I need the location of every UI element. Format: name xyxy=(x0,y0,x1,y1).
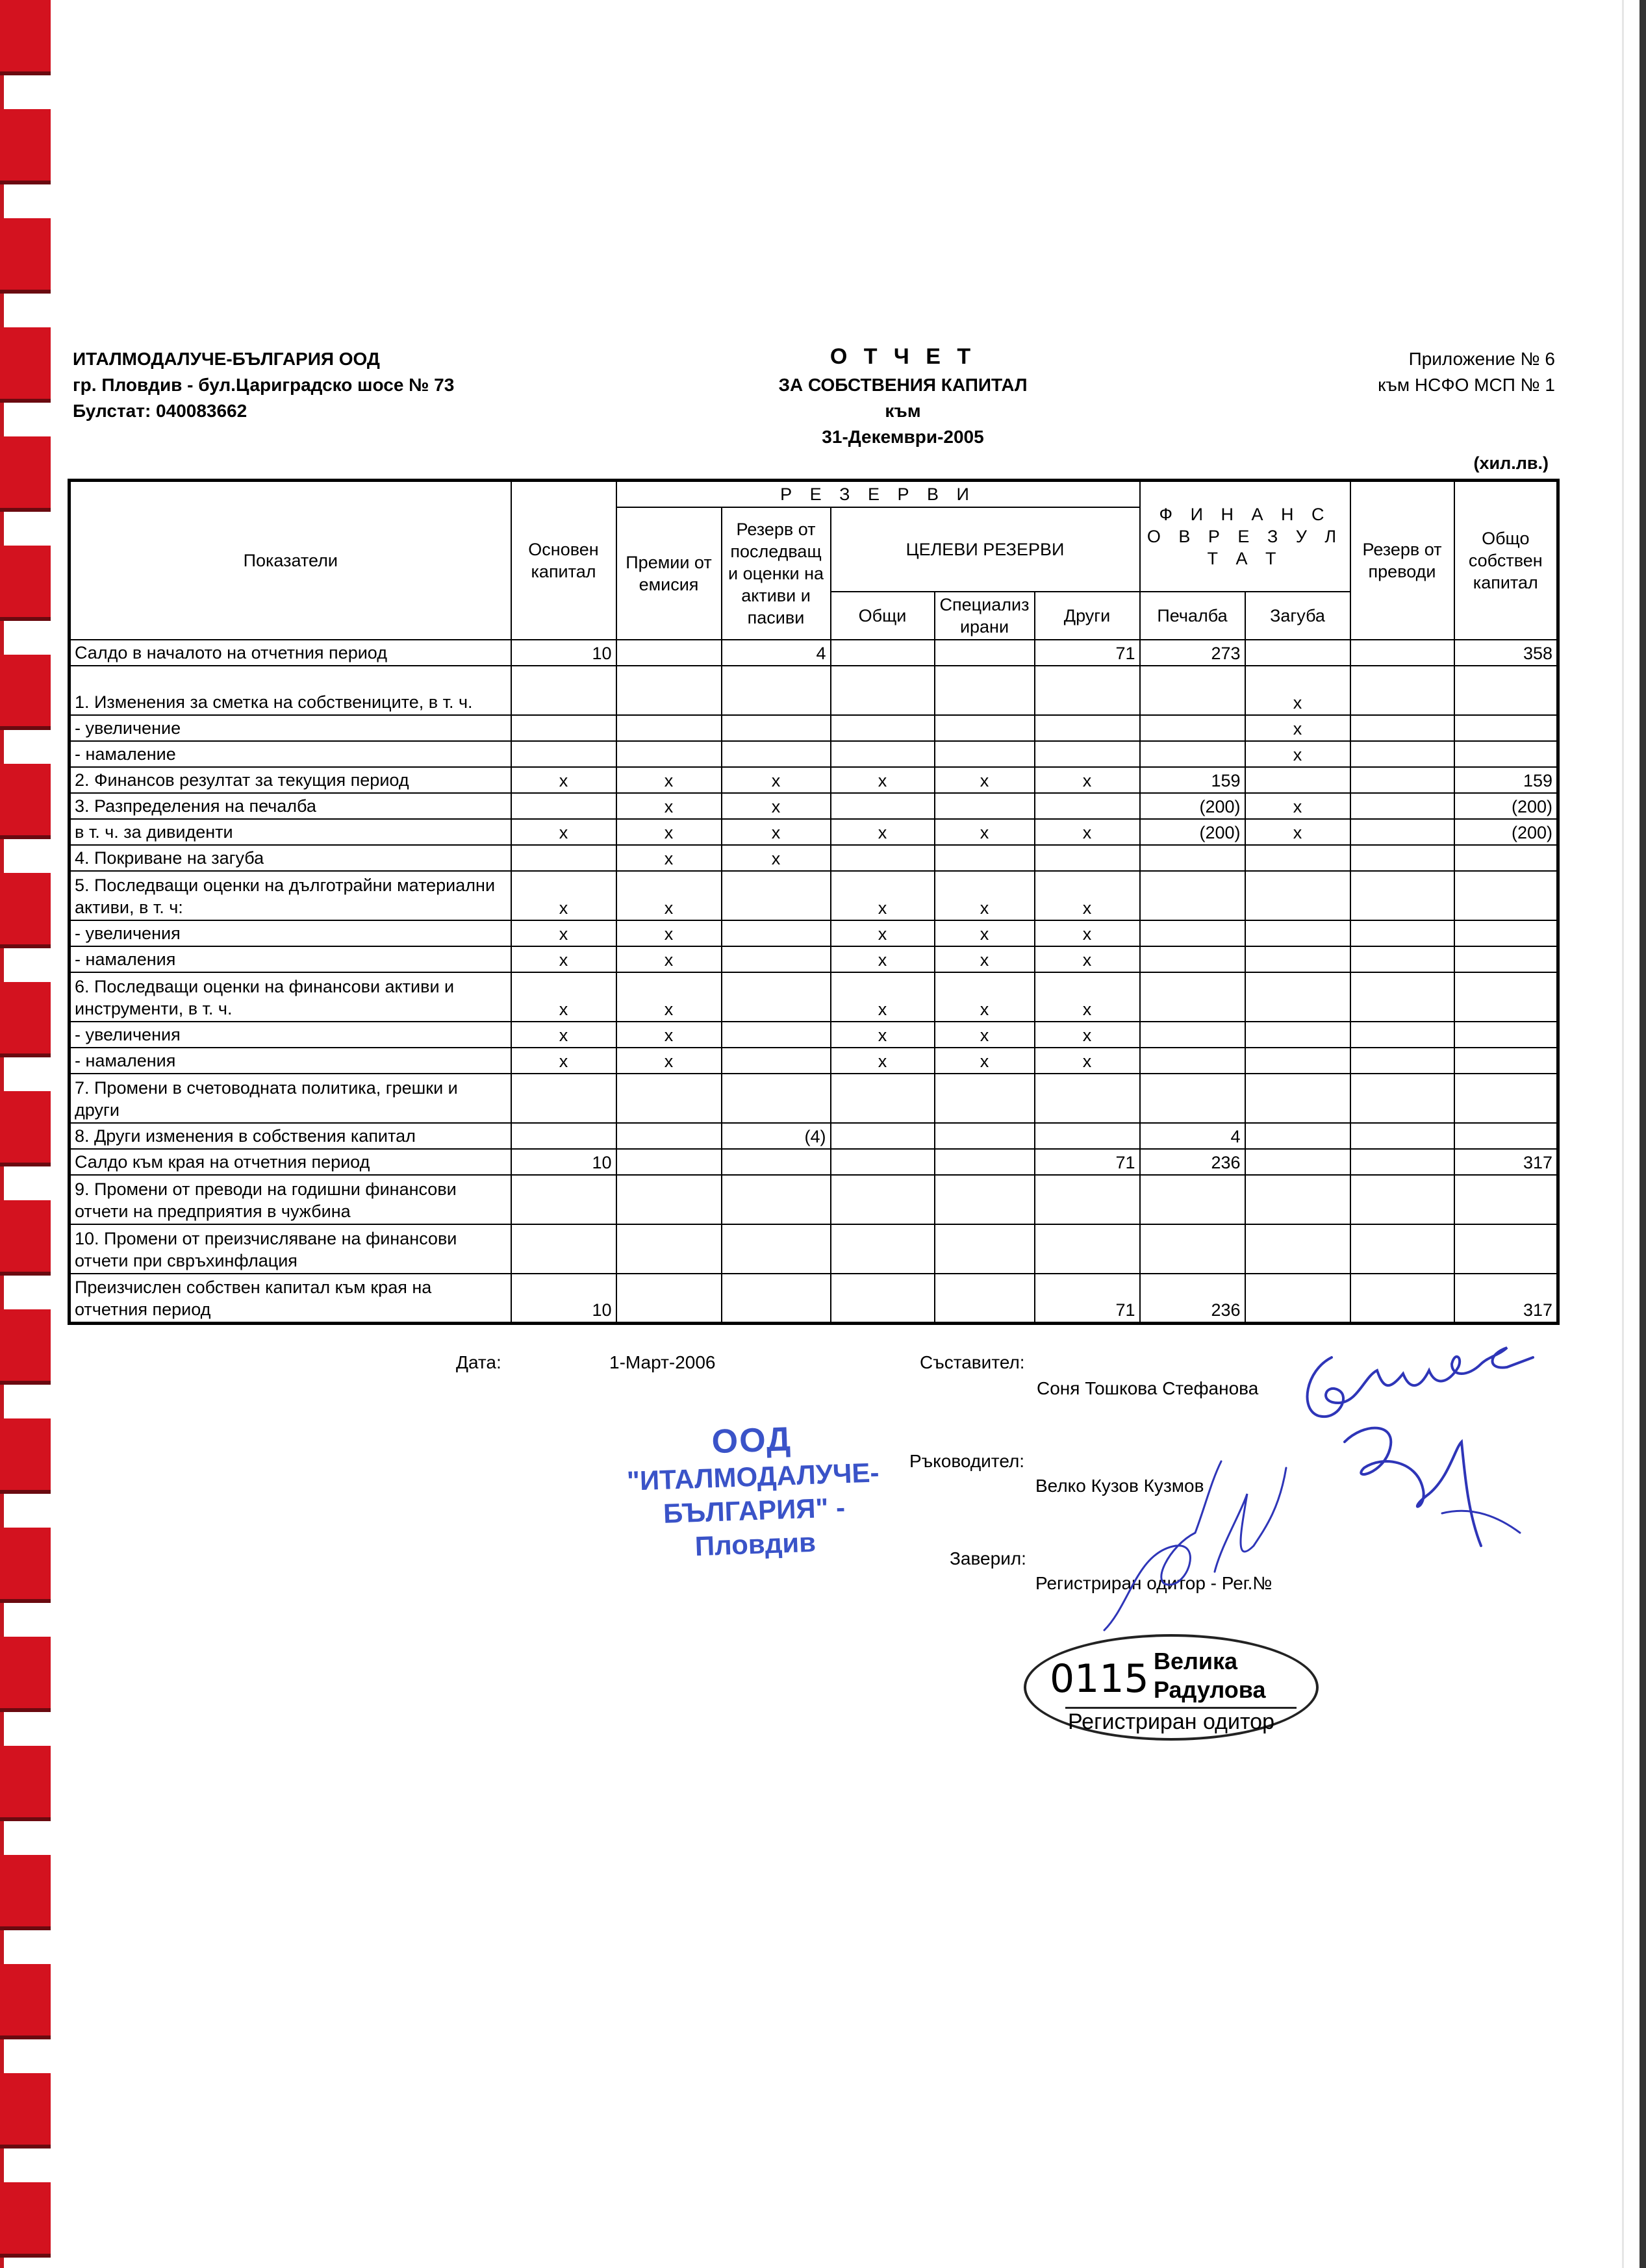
compiler-name: Соня Тошкова Стефанова xyxy=(1037,1378,1259,1398)
cell-c2 xyxy=(616,1149,722,1175)
table-row xyxy=(70,1048,1558,1074)
group-header-target-reserves: ЦЕЛЕВИ РЕЗЕРВИ xyxy=(831,507,1140,592)
cell-c1: x xyxy=(511,1022,616,1048)
cell-c9 xyxy=(1350,715,1454,741)
cell-c7: 236 xyxy=(1140,1149,1245,1175)
cell-c6: x xyxy=(1035,1022,1140,1048)
cell-c7 xyxy=(1140,1224,1245,1274)
auditor-stamp-name1: Велика xyxy=(1154,1648,1238,1674)
cell-c6: 71 xyxy=(1035,1149,1140,1175)
cell-c5 xyxy=(935,1074,1035,1123)
cell-c5: x xyxy=(935,1048,1035,1074)
cell-c6: x xyxy=(1035,920,1140,946)
cell-c10 xyxy=(1454,972,1558,1022)
unit-label: (хил.лв.) xyxy=(1473,453,1549,473)
cell-c5 xyxy=(935,1274,1035,1323)
cell-c8 xyxy=(1245,1149,1350,1175)
cell-c9 xyxy=(1350,767,1454,793)
cell-c10: 358 xyxy=(1454,640,1558,666)
row-label: 9. Промени от преводи на годишни финансови отчети на предприятия в чужбина xyxy=(70,1175,511,1224)
cell-c9 xyxy=(1350,871,1454,920)
manager-label: Ръководител: xyxy=(909,1451,1025,1471)
cell-c1: x xyxy=(511,1048,616,1074)
cell-c10: 159 xyxy=(1454,767,1558,793)
cell-c3: x xyxy=(722,845,831,871)
cell-c10: (200) xyxy=(1454,793,1558,819)
cell-c2: x xyxy=(616,1048,722,1074)
table-row xyxy=(70,920,1558,946)
cell-c9 xyxy=(1350,972,1454,1022)
cell-c6: x xyxy=(1035,871,1140,920)
cell-c7 xyxy=(1140,920,1245,946)
cell-c2: x xyxy=(616,920,722,946)
company-header xyxy=(73,346,454,424)
table-row xyxy=(70,946,1558,972)
cell-c5: x xyxy=(935,819,1035,845)
cell-c4 xyxy=(831,1274,935,1323)
cell-c1: x xyxy=(511,871,616,920)
row-label: - намаление xyxy=(70,741,511,767)
cell-c3 xyxy=(722,1149,831,1175)
company-stamp xyxy=(601,1416,905,1567)
cell-c6 xyxy=(1035,845,1140,871)
manager-signature xyxy=(1325,1396,1533,1565)
cell-c7 xyxy=(1140,666,1245,715)
table-row xyxy=(70,1074,1558,1123)
cell-c2 xyxy=(616,1074,722,1123)
cell-c7 xyxy=(1140,1175,1245,1224)
cell-c6 xyxy=(1035,666,1140,715)
cell-c10 xyxy=(1454,741,1558,767)
col-header-revaluation: Резерв от последващ и оценки на активи и пасиви xyxy=(722,507,831,640)
cell-c6 xyxy=(1035,741,1140,767)
cell-c5: x xyxy=(935,920,1035,946)
cell-c8 xyxy=(1245,1224,1350,1274)
cell-c2: x xyxy=(616,767,722,793)
cell-c5: x xyxy=(935,767,1035,793)
equity-table xyxy=(68,479,1560,1325)
cell-c8 xyxy=(1245,845,1350,871)
appendix-number: Приложение № 6 xyxy=(1408,349,1555,369)
cell-c1: 10 xyxy=(511,640,616,666)
cell-c5 xyxy=(935,793,1035,819)
cell-c2: x xyxy=(616,946,722,972)
cell-c7 xyxy=(1140,1074,1245,1123)
row-label: - намаления xyxy=(70,946,511,972)
cell-c1 xyxy=(511,793,616,819)
cell-c2 xyxy=(616,1224,722,1274)
cell-c8 xyxy=(1245,640,1350,666)
cell-c4: x xyxy=(831,819,935,845)
table-row xyxy=(70,1123,1558,1149)
cell-c4 xyxy=(831,793,935,819)
cell-c5 xyxy=(935,666,1035,715)
row-label: 3. Разпределения на печалба xyxy=(70,793,511,819)
cell-c4: x xyxy=(831,871,935,920)
table-row xyxy=(70,640,1558,666)
cell-c9 xyxy=(1350,946,1454,972)
cell-c7 xyxy=(1140,741,1245,767)
col-header-total-equity: Общо собствен капитал xyxy=(1454,481,1558,640)
col-header-loss: Загуба xyxy=(1245,592,1350,640)
cell-c6: x xyxy=(1035,1048,1140,1074)
cell-c9 xyxy=(1350,793,1454,819)
cell-c7 xyxy=(1140,1022,1245,1048)
cell-c2 xyxy=(616,640,722,666)
cell-c10 xyxy=(1454,946,1558,972)
cell-c6 xyxy=(1035,793,1140,819)
row-label: Преизчислен собствен капитал към края на отчетния период xyxy=(70,1274,511,1323)
row-label: - увеличения xyxy=(70,920,511,946)
cell-c10 xyxy=(1454,1123,1558,1149)
company-stamp-line2: "ИТАЛМОДАЛУЧЕ- xyxy=(626,1457,880,1496)
cell-c5 xyxy=(935,741,1035,767)
cell-c6 xyxy=(1035,1074,1140,1123)
cell-c9 xyxy=(1350,845,1454,871)
cell-c8 xyxy=(1245,871,1350,920)
table-row xyxy=(70,819,1558,845)
cell-c6: x xyxy=(1035,972,1140,1022)
cell-c4 xyxy=(831,845,935,871)
cell-c7: (200) xyxy=(1140,819,1245,845)
cell-c1: x xyxy=(511,819,616,845)
cell-c2 xyxy=(616,666,722,715)
cell-c7 xyxy=(1140,871,1245,920)
row-label: 4. Покриване на загуба xyxy=(70,845,511,871)
table-row xyxy=(70,1149,1558,1175)
col-header-profit: Печалба xyxy=(1140,592,1245,640)
cell-c5: x xyxy=(935,972,1035,1022)
cell-c1 xyxy=(511,845,616,871)
report-to: към xyxy=(885,401,921,421)
col-header-special: Специализ ирани xyxy=(935,592,1035,640)
table-row xyxy=(70,845,1558,871)
cell-c4 xyxy=(831,1175,935,1224)
row-label: 10. Промени от преизчисляване на финансови отчети при свръхинфлация xyxy=(70,1224,511,1274)
cell-c1: 10 xyxy=(511,1274,616,1323)
cell-c3 xyxy=(722,1274,831,1323)
report-subtitle: ЗА СОБСТВЕНИЯ КАПИТАЛ xyxy=(778,375,1028,395)
cell-c5 xyxy=(935,1175,1035,1224)
report-title: О Т Ч Е Т xyxy=(829,344,976,369)
cell-c5 xyxy=(935,715,1035,741)
row-label: 5. Последващи оценки на дълготрайни материални активи, в т. ч: xyxy=(70,871,511,920)
table-row xyxy=(70,767,1558,793)
cell-c4 xyxy=(831,741,935,767)
cell-c1: x xyxy=(511,767,616,793)
row-label: - намаления xyxy=(70,1048,511,1074)
cell-c7 xyxy=(1140,972,1245,1022)
cell-c5 xyxy=(935,640,1035,666)
table-row xyxy=(70,666,1558,715)
company-stamp-line3: БЪЛГАРИЯ" - Пловдив xyxy=(663,1492,846,1562)
cell-c2 xyxy=(616,715,722,741)
cell-c1 xyxy=(511,666,616,715)
table-row xyxy=(70,741,1558,767)
cell-c2: x xyxy=(616,972,722,1022)
col-header-other: Други xyxy=(1035,592,1140,640)
cell-c2 xyxy=(616,1175,722,1224)
cell-c2 xyxy=(616,1274,722,1323)
cell-c4 xyxy=(831,1074,935,1123)
cell-c8 xyxy=(1245,1022,1350,1048)
cell-c5: x xyxy=(935,946,1035,972)
table-row xyxy=(70,1175,1558,1224)
cell-c10 xyxy=(1454,715,1558,741)
col-header-basic-capital: Основен капитал xyxy=(511,481,616,640)
cell-c9 xyxy=(1350,819,1454,845)
table-row xyxy=(70,715,1558,741)
cell-c4 xyxy=(831,715,935,741)
company-name: ИТАЛМОДАЛУЧЕ-БЪЛГАРИЯ ООД xyxy=(73,349,380,369)
cell-c3 xyxy=(722,1022,831,1048)
cell-c10 xyxy=(1454,666,1558,715)
cell-c9 xyxy=(1350,1175,1454,1224)
cell-c10 xyxy=(1454,1175,1558,1224)
cell-c6 xyxy=(1035,1224,1140,1274)
row-label: - увеличение xyxy=(70,715,511,741)
cell-c7: 4 xyxy=(1140,1123,1245,1149)
cell-c1: 10 xyxy=(511,1149,616,1175)
cell-c3 xyxy=(722,871,831,920)
cell-c5 xyxy=(935,1123,1035,1149)
cell-c9 xyxy=(1350,1123,1454,1149)
table-row xyxy=(70,1224,1558,1274)
cell-c8: x xyxy=(1245,715,1350,741)
cell-c3 xyxy=(722,920,831,946)
row-label: в т. ч. за дивиденти xyxy=(70,819,511,845)
cell-c7 xyxy=(1140,845,1245,871)
cell-c3 xyxy=(722,715,831,741)
cell-c8 xyxy=(1245,920,1350,946)
cell-c6: x xyxy=(1035,946,1140,972)
cell-c10 xyxy=(1454,1074,1558,1123)
cell-c3 xyxy=(722,972,831,1022)
cell-c3 xyxy=(722,1175,831,1224)
page-edge xyxy=(1640,0,1646,2268)
row-label: 6. Последващи оценки на финансови активи и инструменти, в т. ч. xyxy=(70,972,511,1022)
cell-c2 xyxy=(616,741,722,767)
cell-c3: 4 xyxy=(722,640,831,666)
cell-c7 xyxy=(1140,946,1245,972)
cell-c2: x xyxy=(616,871,722,920)
company-stamp-line1: ООД xyxy=(711,1420,792,1461)
cell-c4 xyxy=(831,1123,935,1149)
date-value: 1-Март-2006 xyxy=(609,1352,716,1372)
cell-c8: x xyxy=(1245,793,1350,819)
cell-c4: x xyxy=(831,767,935,793)
row-label: - увеличения xyxy=(70,1022,511,1048)
table-row xyxy=(70,972,1558,1022)
row-label: 2. Финансов резултат за текущия период xyxy=(70,767,511,793)
cell-c3: x xyxy=(722,819,831,845)
auditor-stamp xyxy=(1024,1634,1319,1741)
auditor-stamp-divider xyxy=(1065,1707,1297,1709)
cell-c10 xyxy=(1454,1048,1558,1074)
page-edge-line xyxy=(1622,0,1624,2268)
cell-c2: x xyxy=(616,1022,722,1048)
company-address: гр. Пловдив - бул.Цариградско шосе № 73 xyxy=(73,375,455,395)
cell-c7: 159 xyxy=(1140,767,1245,793)
cell-c1 xyxy=(511,1074,616,1123)
cell-c8: x xyxy=(1245,741,1350,767)
cell-c3 xyxy=(722,1048,831,1074)
cell-c8 xyxy=(1245,1123,1350,1149)
cell-c1: x xyxy=(511,972,616,1022)
cell-c4: x xyxy=(831,920,935,946)
cell-c9 xyxy=(1350,640,1454,666)
cell-c10: (200) xyxy=(1454,819,1558,845)
cell-c8 xyxy=(1245,1048,1350,1074)
row-label: 8. Други изменения в собствения капитал xyxy=(70,1123,511,1149)
auditor-stamp-caption: Регистриран одитор xyxy=(1067,1709,1274,1734)
cell-c4 xyxy=(831,1149,935,1175)
auditor-signature xyxy=(1091,1455,1312,1650)
cell-c3 xyxy=(722,1074,831,1123)
group-header-financial-result: Ф И Н А Н С О В Р Е З У Л Т А Т xyxy=(1140,481,1350,592)
cell-c6: 71 xyxy=(1035,640,1140,666)
cell-c4: x xyxy=(831,946,935,972)
table-row xyxy=(70,1274,1558,1323)
cell-c2: x xyxy=(616,819,722,845)
cell-c1 xyxy=(511,1175,616,1224)
cell-c4: x xyxy=(831,972,935,1022)
cell-c10 xyxy=(1454,845,1558,871)
cell-c5 xyxy=(935,1149,1035,1175)
cell-c8 xyxy=(1245,1175,1350,1224)
cell-c8 xyxy=(1245,767,1350,793)
cell-c3 xyxy=(722,741,831,767)
cell-c7: 273 xyxy=(1140,640,1245,666)
certified-label: Заверил: xyxy=(950,1548,1026,1569)
cell-c7 xyxy=(1140,715,1245,741)
cell-c10 xyxy=(1454,1022,1558,1048)
table-row xyxy=(70,871,1558,920)
cell-c8: x xyxy=(1245,666,1350,715)
auditor-stamp-name xyxy=(1154,1647,1265,1704)
auditor-stamp-number: 0115 xyxy=(1050,1656,1149,1702)
cell-c4 xyxy=(831,640,935,666)
appendix-block xyxy=(1378,346,1555,398)
cell-c5: x xyxy=(935,1022,1035,1048)
certified-value: Регистриран одитор - Рег.№ xyxy=(1035,1573,1272,1593)
cell-c3: (4) xyxy=(722,1123,831,1149)
cell-c4: x xyxy=(831,1048,935,1074)
col-header-premiums: Премии от емисия xyxy=(616,507,722,640)
cell-c4 xyxy=(831,666,935,715)
cell-c4: x xyxy=(831,1022,935,1048)
table-row xyxy=(70,1022,1558,1048)
spiral-binding xyxy=(0,0,52,2268)
cell-c7: (200) xyxy=(1140,793,1245,819)
row-label: 7. Промени в счетоводната политика, грешки и други xyxy=(70,1074,511,1123)
date-label: Дата: xyxy=(456,1352,501,1372)
cell-c3 xyxy=(722,666,831,715)
auditor-stamp-name2: Радулова xyxy=(1154,1676,1266,1703)
cell-c3 xyxy=(722,946,831,972)
report-date: 31-Декември-2005 xyxy=(822,427,984,447)
cell-c10: 317 xyxy=(1454,1274,1558,1323)
cell-c1: x xyxy=(511,946,616,972)
cell-c10 xyxy=(1454,1224,1558,1274)
report-title-block xyxy=(682,341,1124,450)
col-header-indicators: Показатели xyxy=(70,481,511,640)
cell-c1 xyxy=(511,715,616,741)
company-bulstat: Булстат: 040083662 xyxy=(73,401,247,421)
appendix-standard: към НСФО МСП № 1 xyxy=(1378,375,1555,395)
row-label: 1. Изменения за сметка на собствениците, в т. ч. xyxy=(70,666,511,715)
cell-c8 xyxy=(1245,972,1350,1022)
cell-c7 xyxy=(1140,1048,1245,1074)
cell-c8 xyxy=(1245,946,1350,972)
cell-c10 xyxy=(1454,871,1558,920)
cell-c1 xyxy=(511,1123,616,1149)
cell-c8: x xyxy=(1245,819,1350,845)
cell-c3: x xyxy=(722,793,831,819)
cell-c2: x xyxy=(616,793,722,819)
cell-c10: 317 xyxy=(1454,1149,1558,1175)
cell-c9 xyxy=(1350,1074,1454,1123)
row-label: Салдо в началото на отчетния период xyxy=(70,640,511,666)
group-header-reserves: Р Е З Е Р В И xyxy=(616,481,1140,508)
cell-c6: 71 xyxy=(1035,1274,1140,1323)
cell-c1 xyxy=(511,741,616,767)
cell-c10 xyxy=(1454,920,1558,946)
col-header-translation-reserve: Резерв от преводи xyxy=(1350,481,1454,640)
row-label: Салдо към края на отчетния период xyxy=(70,1149,511,1175)
col-header-general: Общи xyxy=(831,592,935,640)
cell-c9 xyxy=(1350,1022,1454,1048)
cell-c9 xyxy=(1350,741,1454,767)
cell-c6 xyxy=(1035,1123,1140,1149)
cell-c6 xyxy=(1035,715,1140,741)
cell-c9 xyxy=(1350,1274,1454,1323)
cell-c7: 236 xyxy=(1140,1274,1245,1323)
cell-c3 xyxy=(722,1224,831,1274)
manager-name: Велко Кузов Кузмов xyxy=(1035,1476,1204,1496)
cell-c2: x xyxy=(616,845,722,871)
cell-c8 xyxy=(1245,1274,1350,1323)
compiler-label: Съставител: xyxy=(920,1352,1025,1372)
cell-c6 xyxy=(1035,1175,1140,1224)
cell-c6: x xyxy=(1035,819,1140,845)
cell-c1 xyxy=(511,1224,616,1274)
cell-c8 xyxy=(1245,1074,1350,1123)
cell-c6: x xyxy=(1035,767,1140,793)
cell-c5 xyxy=(935,1224,1035,1274)
cell-c9 xyxy=(1350,1224,1454,1274)
cell-c5: x xyxy=(935,871,1035,920)
cell-c5 xyxy=(935,845,1035,871)
cell-c3: x xyxy=(722,767,831,793)
table-row xyxy=(70,793,1558,819)
cell-c9 xyxy=(1350,1149,1454,1175)
cell-c9 xyxy=(1350,920,1454,946)
cell-c4 xyxy=(831,1224,935,1274)
cell-c9 xyxy=(1350,666,1454,715)
cell-c2 xyxy=(616,1123,722,1149)
cell-c1: x xyxy=(511,920,616,946)
cell-c9 xyxy=(1350,1048,1454,1074)
